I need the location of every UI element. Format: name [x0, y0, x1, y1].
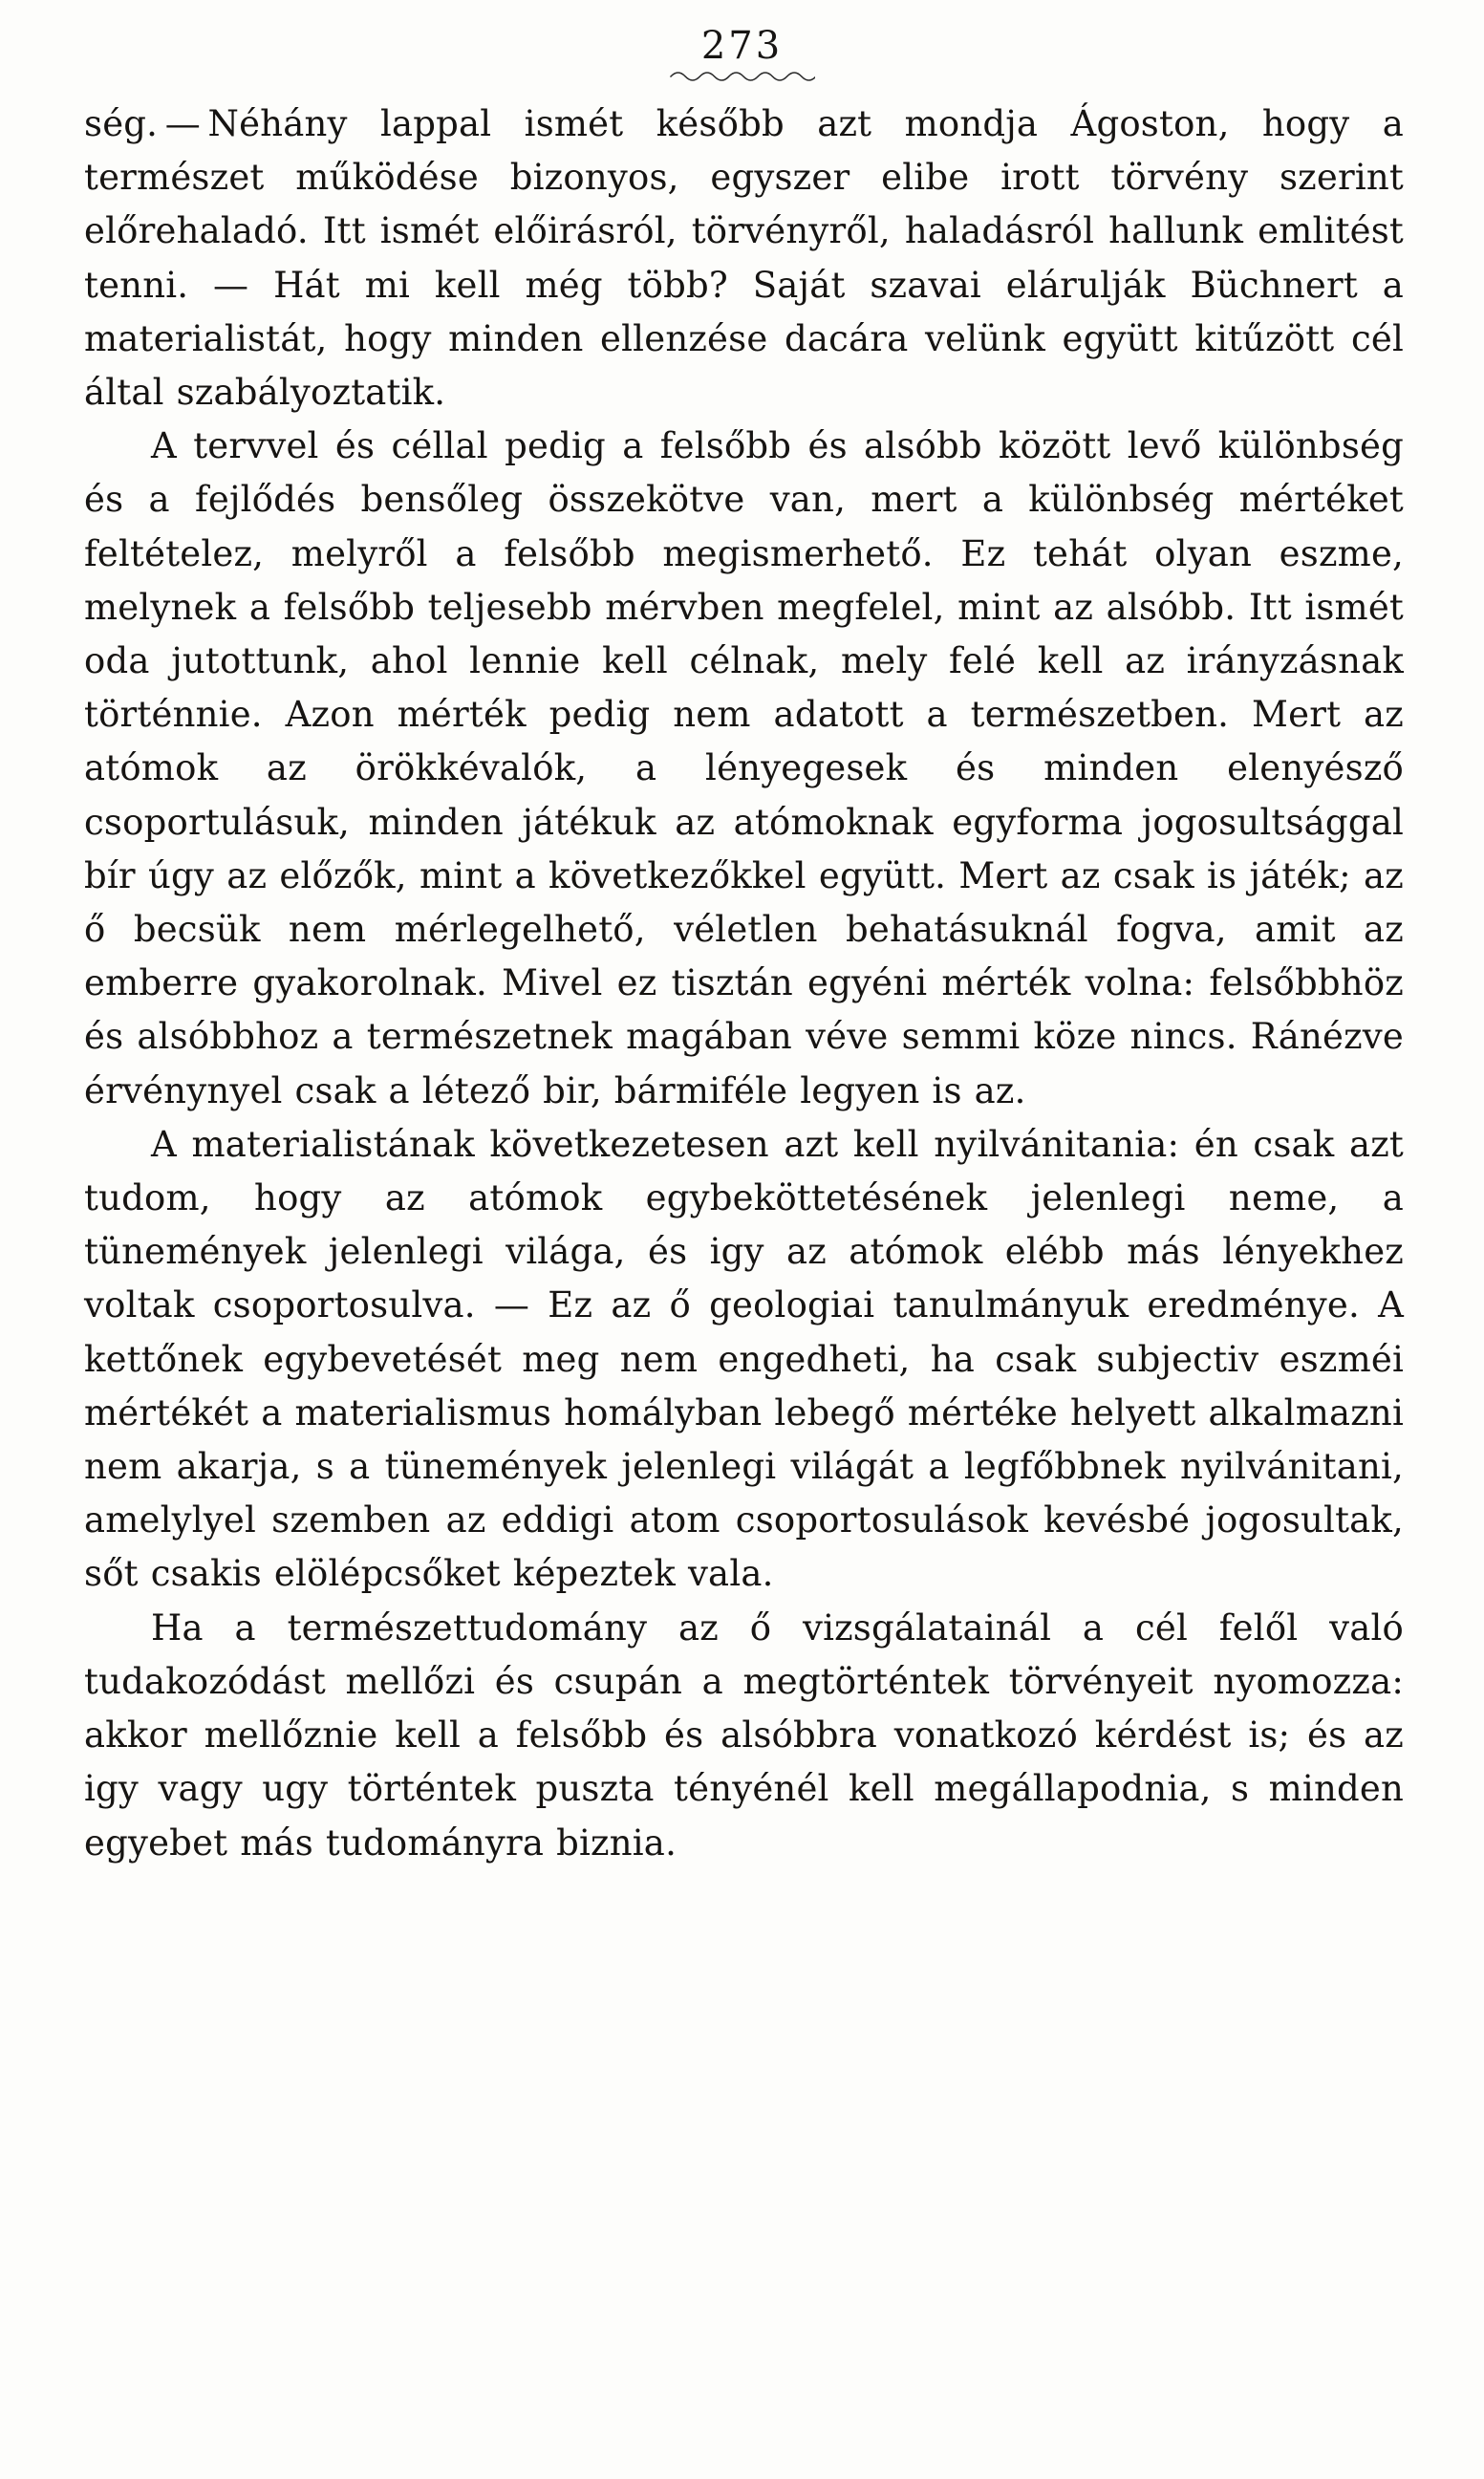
paragraph-4: Ha a természettudomány az ő vizsgálatainál a cél felől való tudakozódást mellőzi és csupán a megtörténtek törvényeit nyomozza: akkor mellőznie kell a felsőbb és alsóbbra vonatkozó kérdést is; és az igy vagy ugy történtek puszta tényénél kell megállapodnia, s minden egyebet más tudományra biznia.	[84, 1606, 1404, 1864]
paragraph-1: ség. — Néhány lappal ismét később azt mondja Ágoston, hogy a természet működése bizonyos, egyszer elibe irott törvény szerint előrehaladó. Itt ismét előirásról, törvényről, haladásról hallunk emlitést tenni. — Hát mi kell még több? Saját szavai elárulják Büchnert a materialistát, hogy minden ellenzése dacára velünk együtt kitűzött cél által szabályoztatik.	[84, 103, 1404, 414]
body-text	[0, 82, 1484, 1870]
paragraph-2: A tervvel és céllal pedig a felsőbb és alsóbb között levő különbség és a fejlődés bensőleg összekötve van, mert a különbség mértéket feltételez, melyről a felsőbb megismerhető. Ez tehát olyan eszme, melynek a felsőbb teljesebb mérvben megfelel, mint az alsóbb. Itt ismét oda jutottunk, ahol lennie kell célnak, mely felé kell az irányzásnak történnie. Azon mérték pedig nem adatott a természetben. Mert az atómok az örökkévalók, a lényegesek és minden elenyésző csoportulásuk, minden játékuk az atómoknak egyforma jogosultsággal bír úgy az előzők, mint a következőkkel együtt. Mert az csak is játék; az ő becsük nem mérlegelhető, véletlen behatásuknál fogva, amit az emberre gyakorolnak. Mivel ez tisztán egyéni mérték volna: felsőbbhöz és alsóbbhoz a természetnek magában véve semmi köze nincs. Ránézve érvénynyel csak a létező bir, bármiféle legyen is az.	[84, 425, 1404, 1111]
wavy-rule-icon	[670, 69, 815, 82]
paragraph-3: A materialistának következetesen azt kell nyilvánitania: én csak azt tudom, hogy az atómok egybeköttetésének jelenlegi neme, a tünemények jelenlegi világa, és igy az atómok elébb más lényekhez voltak csoportosulva. — Ez az ő geologiai tanulmányuk eredménye. A kettőnek egybevetését meg nem engedheti, ha csak subjectiv eszméi mértékét a materialismus homályban lebegő mértéke helyett alkalmazni nem akarja, s a tünemények jelenlegi világát a legfőbbnek nyilvánitani, amelylyel szemben az eddigi atom csoportosulások kevésbé jogosultak, sőt csakis elölépcsőket képeztek vala.	[84, 1123, 1404, 1595]
page-number: 273	[700, 24, 784, 68]
page-header	[0, 0, 1484, 82]
